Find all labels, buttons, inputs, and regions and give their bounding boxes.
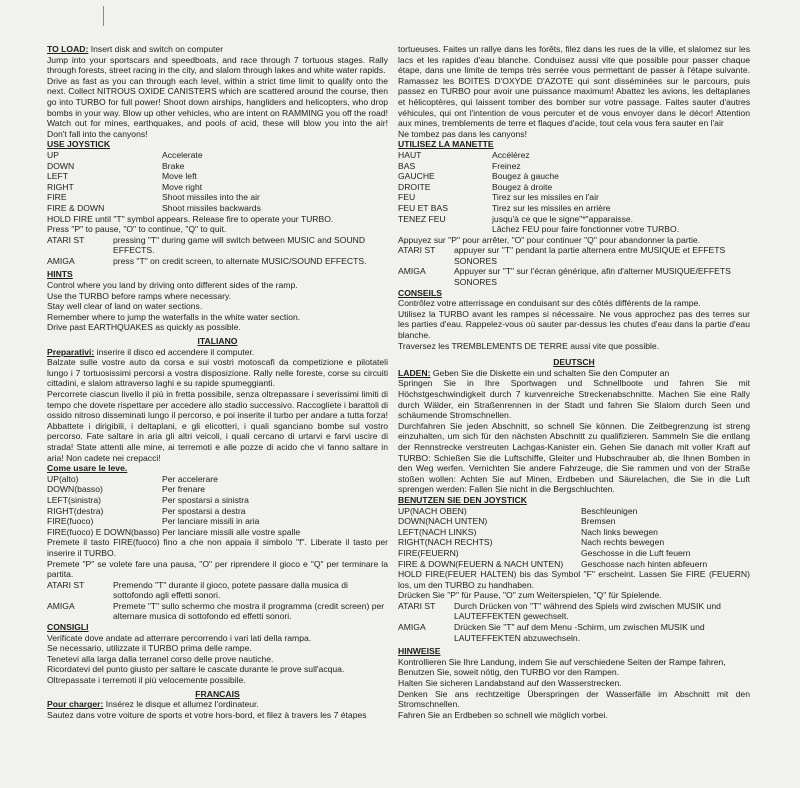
french-section-cont <box>398 44 750 351</box>
french-control-row <box>398 214 750 225</box>
french-pause: Appuyez sur "P" pour arrêter, "O" pour continuer "Q" pour abandonner la partie. <box>398 234 701 245</box>
control-key: FIRE(FEUERN) <box>398 547 459 558</box>
control-key: DROITE <box>398 181 431 192</box>
french-control-row <box>398 203 750 214</box>
control-action: Shoot missiles backwards <box>162 202 261 213</box>
french-control-row <box>398 150 750 161</box>
english-platform-row <box>47 235 388 256</box>
french-platform-row <box>398 245 750 266</box>
control-action: Move right <box>162 181 203 192</box>
platform-note: appuyer sur "T" pendant la partie alternera entre MUSIQUE et EFFETS SONORES <box>454 245 726 266</box>
left-column <box>47 44 388 720</box>
italian-heading: ITALIANO <box>197 336 238 347</box>
platform-note: Premendo "T" durante il gioco, potete passare dalla musica di sottofondo agli effetti sonori. <box>113 579 348 601</box>
english-section <box>47 44 388 333</box>
french-release-row <box>398 224 750 235</box>
control-action: Per frenare <box>162 484 205 495</box>
french-platform-row <box>398 266 750 287</box>
english-control-row <box>47 203 388 214</box>
french-hint: Utilisez la TURBO avant les rampes si nécessaire. Ne vous approchez pas des terres sur les parties d'eau. Rappelez-vous où sauter par-dessus les chutes d'eau dans la partie d'eau blanche. <box>398 308 750 341</box>
french-control-row <box>398 192 750 203</box>
italian-hint: Se necessario, utilizzate il TURBO prima delle rampe. <box>47 643 252 654</box>
control-action: Bougez à droite <box>492 181 553 192</box>
italian-platform-row <box>47 601 388 622</box>
italian-fire-down: FIRE(fuoco) E DOWN(basso) Per lanciare missili alle vostre spalle <box>47 526 301 537</box>
control-action: Per spostarsi a sinistra <box>162 494 249 505</box>
french-load-text: Insérez le disque et allumez l'ordinateur. <box>103 699 259 710</box>
german-load-line <box>398 368 750 379</box>
right-column <box>398 44 750 720</box>
german-control-row <box>398 516 750 527</box>
control-key: RIGHT(destra) <box>47 505 104 516</box>
english-hint: Control where you land by driving onto different sides of the ramp. <box>47 280 298 291</box>
german-platform-row <box>398 601 750 622</box>
control-key: FEU <box>398 192 416 203</box>
german-control-row <box>398 537 750 548</box>
italian-control-row <box>47 474 388 485</box>
english-joystick-heading: USE JOYSTICK <box>47 139 111 150</box>
english-control-row <box>47 192 388 203</box>
german-hold-fire: HOLD FIRE(FEUER HALTEN) bis das Symbol "F" erscheint. Lassen Sie FIRE (FEUERN) los, um den TURBO zu handhaben. <box>398 569 750 590</box>
control-action: Tirez sur les missiles en l'air <box>492 192 599 203</box>
control-action: jusqu'à ce que le signe"*"apparaisse. <box>492 213 634 224</box>
platform-note: pressing "T" during game will switch between MUSIC and SOUND EFFECTS. <box>113 234 366 256</box>
control-action: Accelerate <box>162 149 203 160</box>
platform-name: ATARI ST <box>398 245 436 256</box>
english-platform-row <box>47 256 388 267</box>
control-key: DOWN(basso) <box>47 484 103 495</box>
control-action: Geschosse in die Luft feuern <box>581 547 691 558</box>
german-pause: Drücken Sie "P" für Pause, "O" zum Weiterspielen, "Q" für Spielende. <box>398 590 662 601</box>
french-load-label: Pour charger: <box>47 699 104 710</box>
platform-name: AMIGA <box>398 266 426 277</box>
italian-hint: Verificate dove andate ad atterrare percorrendo i vari lati della rampa. <box>47 632 312 643</box>
german-hint: Kontrollieren Sie Ihre Landung, indem Sie auf verschiedene Seiten der Rampe fahren, <box>398 656 726 667</box>
french-intro-end: Ne tombez pas dans les canyons! <box>398 128 527 139</box>
french-control-row <box>398 171 750 182</box>
english-control-row <box>47 182 388 193</box>
control-key: UP(alto) <box>47 473 79 484</box>
italian-platform-row <box>47 580 388 601</box>
german-control-row <box>398 527 750 538</box>
italian-hint: Oltrepassate i terremoti il più velocemente possibile. <box>47 675 246 686</box>
italian-pause: Premete "P" se volete fare una pausa, "O" per riprendere il gioco e "Q" per terminare la partita. <box>47 558 388 580</box>
french-load-line <box>47 699 388 710</box>
platform-note: Durch Drücken von "T" während des Spiels wird zwischen MUSIK und LAUTEFFEKTEN gewechselt. <box>454 600 721 622</box>
control-action: Per lanciare missili in aria <box>162 516 260 527</box>
german-heading: DEUTSCH <box>553 357 595 368</box>
french-control-row <box>398 161 750 172</box>
control-action: Nach rechts bewegen <box>581 537 665 548</box>
control-key: TENEZ FEU <box>398 213 446 224</box>
italian-control-row <box>47 484 388 495</box>
german-hints-heading: HINWEISE <box>398 646 441 657</box>
italian-load-text: inserire il disco ed accendere il computer. <box>94 346 255 357</box>
control-key: RIGHT <box>47 181 74 192</box>
italian-load-label: Preparativi: <box>47 346 95 357</box>
german-control-row <box>398 559 750 570</box>
german-load-text: Geben Sie die Diskette ein und schalten Sie den Computer an <box>430 367 670 378</box>
french-section-start <box>47 689 388 721</box>
platform-name: AMIGA <box>47 600 75 611</box>
control-key: FIRE & DOWN(FEUERN & NACH UNTEN) <box>398 558 564 569</box>
control-action: Tirez sur les missiles en arrière <box>492 202 611 213</box>
german-hint: Denken Sie ans rechtzeitige Überspringen der Wasserfälle im Abschnitt mit den Stromschnellen. <box>398 688 750 710</box>
platform-note: Drücken Sie "T" auf dem Menu -Schirm, um zwischen MUSIK und LAUTEFFEKTEN abzuwechseln. <box>454 622 705 643</box>
control-key: FEU ET BAS <box>398 202 448 213</box>
french-hint: Contrôlez votre atterrissage en conduisant sur des côtés différents de la rampe. <box>398 298 701 309</box>
german-section <box>398 357 750 720</box>
italian-hint: Tenetevi alla larga dalla terranel corso delle prove nautiche. <box>47 653 274 664</box>
italian-control-row <box>47 506 388 517</box>
german-hint: Halten Sie sicheren Landabstand auf den Wasserstrecken. <box>398 678 622 689</box>
italian-intro-1: Balzate sulle vostre auto da corsa e sui vostri motoscafi da competizione e pilotateli lungo i 7 tortuosissimi percorsi a vostra disposizione. Rally nelle foreste, corse su circuiti cittadini, e slalom attraverso laghi e su rapide spumeggianti. <box>47 357 388 389</box>
control-key: FIRE(fuoco) <box>47 516 94 527</box>
platform-name: AMIGA <box>398 622 426 633</box>
control-key: RIGHT(NACH RECHTS) <box>398 537 493 548</box>
italian-load-line <box>47 347 388 358</box>
italian-control-row <box>47 495 388 506</box>
control-key: DOWN <box>47 160 75 171</box>
platform-name: ATARI ST <box>398 600 436 611</box>
italian-control-row <box>47 516 388 527</box>
french-hint: Traversez les TREMBLEMENTS DE TERRE aussi vite que possible. <box>398 340 660 351</box>
french-intro-cont: tortueuses. Faites un rallye dans les forêts, filez dans les rues de la ville, et slalomez sur les lacs et les rapides d'eau blanche. Conduisez aussi vite que possible pour passer chaque étape, dans une limite de temps très serrée vous permettant de passer à l'étape suivante. Ramassez les BOITES D'OXYDE D'AZOTE qui sont disséminées sur le parcours, puis passez en TURBO pour avoir une puissance maximum! Abattez les avions, les deltaplanes et hélicoptères, qui laissent tomber des bomber sur votre passage. Faites sauter d'autres véhicules, qui ont l'intention de vous percuter et de vous envoyer dans le décor! Attention aux mines, tremblements de terre et flaques d'acide, tout cela vous fera sauter en l'air <box>398 44 750 129</box>
control-key: DOWN(NACH UNTEN) <box>398 516 488 527</box>
control-key: GAUCHE <box>398 171 435 182</box>
english-hint: Use the TURBO before ramps where necessary. <box>47 290 232 301</box>
german-intro-1: Springen Sie in Ihre Sportwagen und Schnellboote und fahren Sie mit Höchstgeschwindigkeit durch 7 kurvenreiche Streckenabschnitte. Machen Sie eine Rally durch Wälder, ein Straßenrennen in der Stadt und fahren Sie Slalom durch Seen und schäumende Stromschnellen. <box>398 378 750 421</box>
control-action: Move left <box>162 171 197 182</box>
platform-note: Appuyer sur "T" sur l'écran générique, afin d'alterner MUSIQUE/EFFETS SONORES <box>454 266 731 288</box>
control-key: LEFT(sinistra) <box>47 494 101 505</box>
italian-joystick-heading: Come usare le leve. <box>47 463 128 474</box>
control-key: LEFT <box>47 171 69 182</box>
control-key: BAS <box>398 160 416 171</box>
german-platform-row <box>398 622 750 643</box>
english-load-line <box>47 44 388 55</box>
platform-note: press "T" on credit screen, to alternate MUSIC/SOUND EFFECTS. <box>113 255 367 266</box>
control-action: Beschleunigen <box>581 505 638 516</box>
control-key: FIRE <box>47 192 67 203</box>
platform-name: ATARI ST <box>47 579 85 590</box>
german-load-label: LADEN: <box>398 367 431 378</box>
french-heading: FRANCAIS <box>195 688 240 699</box>
german-control-row <box>398 548 750 559</box>
english-control-row <box>47 171 388 182</box>
control-key: LEFT(NACH LINKS) <box>398 526 477 537</box>
english-hint: Remember where to jump the waterfalls in the white water section. <box>47 311 301 322</box>
english-control-row <box>47 161 388 172</box>
italian-intro-2: Percorrete ciascun livello il più in fretta possibile, senza oltrepassare i severissimi limiti di tempo che dovete rispettare per accedere allo stadio successivo. Raccogliete i barattoli di ossido nitroso disseminati lungo il percorso, e poi inserite il turbo per andare a tutta forza! Abbattete i dirigibili, i deltaplani, e gli elicotteri, i quali sganciano bombe sul vostro percorso. Fate saltare in aria gli altri veicoli, i quali cercano di urtarvi e farvi uscire di strada! State attenti alle mine, ai terremoti e alle pozze di acido che vi fanno saltare in aria! Non cadete nei crepacci! <box>47 389 388 463</box>
control-action: Shoot missiles into the air <box>162 192 260 203</box>
english-load-label: TO LOAD: <box>47 44 89 54</box>
english-hint: Drive past EARTHQUAKES as quickly as possible. <box>47 322 241 333</box>
french-control-row <box>398 182 750 193</box>
italian-hold-fire: Premete il tasto FIRE(fuoco) fino a che non appaia il simbolo "f". Liberate il tasto per inserire il TURBO. <box>47 537 388 558</box>
french-intro-start: Sautez dans votre voiture de sports et votre hors-bord, et filez à travers les 7 étapes <box>47 709 367 720</box>
control-action: Bougez à gauche <box>492 171 559 182</box>
control-action: Bremsen <box>581 516 616 527</box>
english-intro-2: Drive as fast as you can through each level, within a strict time limit to qualify onto the next. Collect NITROUS OXIDE CANISTERS which are scattered around the course, then go into TURBO for full power! Shoot down airships, hangliders and helicopters, who drop bombs in your way. Blow up other vehicles, who are intent on RAMMING you off the road! Watch out for mines, earthquakes, and pools of acid, these will blow you into the air! Don't fall into the canyons! <box>47 75 388 139</box>
english-pause: Press "P" to pause, "O" to continue, "Q" to quit. <box>47 224 227 235</box>
control-action: Per spostarsi a destra <box>162 505 246 516</box>
german-hint: Benutzen Sie, soweit nötig, den TURBO vor den Rampen. <box>398 667 620 678</box>
italian-hint: Ricordatevi del punto giusto per saltare le cascate durante le prove sull'acqua. <box>47 664 345 675</box>
control-action: Brake <box>162 160 185 171</box>
english-load-text: Insert disk and switch on computer <box>88 44 224 54</box>
control-action: Nach links bewegen <box>581 526 658 537</box>
english-hold-fire: HOLD FIRE until "T" symbol appears. Release fire to operate your TURBO. <box>47 213 334 224</box>
control-key: UP(NACH OBEN) <box>398 505 467 516</box>
english-hint: Stay well clear of land on water sections. <box>47 301 203 312</box>
english-control-row <box>47 150 388 161</box>
control-action: Per accelerare <box>162 473 218 484</box>
platform-name: AMIGA <box>47 255 75 266</box>
french-joystick-heading: UTILISEZ LA MANETTE <box>398 139 494 150</box>
german-hint: Fahren Sie an Erdbeben so schnell wie möglich vorbei. <box>398 709 608 720</box>
platform-name: ATARI ST <box>47 234 85 245</box>
control-action: Geschosse nach hinten abfeuern <box>581 558 708 569</box>
platform-note: Premete "T" sullo schermo che mostra il programma (credit screen) per alternare musica di sottofondo ed effetti sonori. <box>113 600 385 622</box>
english-hints-heading: HINTS <box>47 269 73 280</box>
english-intro-1: Jump into your sportscars and speedboats, and race through 7 tortuous stages. Rally through forests, street racing in the city, and slalom through lakes and white water rapids. <box>47 54 388 76</box>
control-action: Accélérez <box>492 149 530 160</box>
italian-section <box>47 336 388 686</box>
french-release: Lâchez FEU pour faire fonctionner votre TURBO. <box>492 224 680 235</box>
page-crease-mark <box>103 6 104 26</box>
italian-hints-heading: CONSIGLI <box>47 622 89 633</box>
french-hints-heading: CONSEILS <box>398 287 442 298</box>
control-key: HAUT <box>398 149 422 160</box>
control-key: FIRE & DOWN <box>47 202 105 213</box>
german-intro-2: Durchfahren Sie jeden Abschnitt, so schnell Sie können. Die Zeitbegrenzung ist streng einzuhalten, um sich für den nächsten Abschnitt zu qualifizieren. Sammeln Sie die entlang der Rennstrecke verstreuten Lachgas-Kanister ein. Gehen Sie danach mit voller Kraft auf TURBO: Schießen Sie die Luftschiffe, Gleiter und Hubschrauber ab, die Ihnen Bomben in den Weg werfen. Vernichten Sie andere Fahrzeuge, die Sie rammen und von der Straße stoßen wollen: Achten Sie auf Minen, Erdbeben und Säurelachen, die Sie in die Luft sprengen werden: Fallen Sie nicht in die Bergschluchten. <box>398 420 750 495</box>
control-action: Freinez <box>492 160 521 171</box>
control-key: UP <box>47 149 59 160</box>
german-joystick-heading: BENUTZEN SIE DEN JOYSTICK <box>398 494 527 505</box>
german-control-row <box>398 506 750 517</box>
